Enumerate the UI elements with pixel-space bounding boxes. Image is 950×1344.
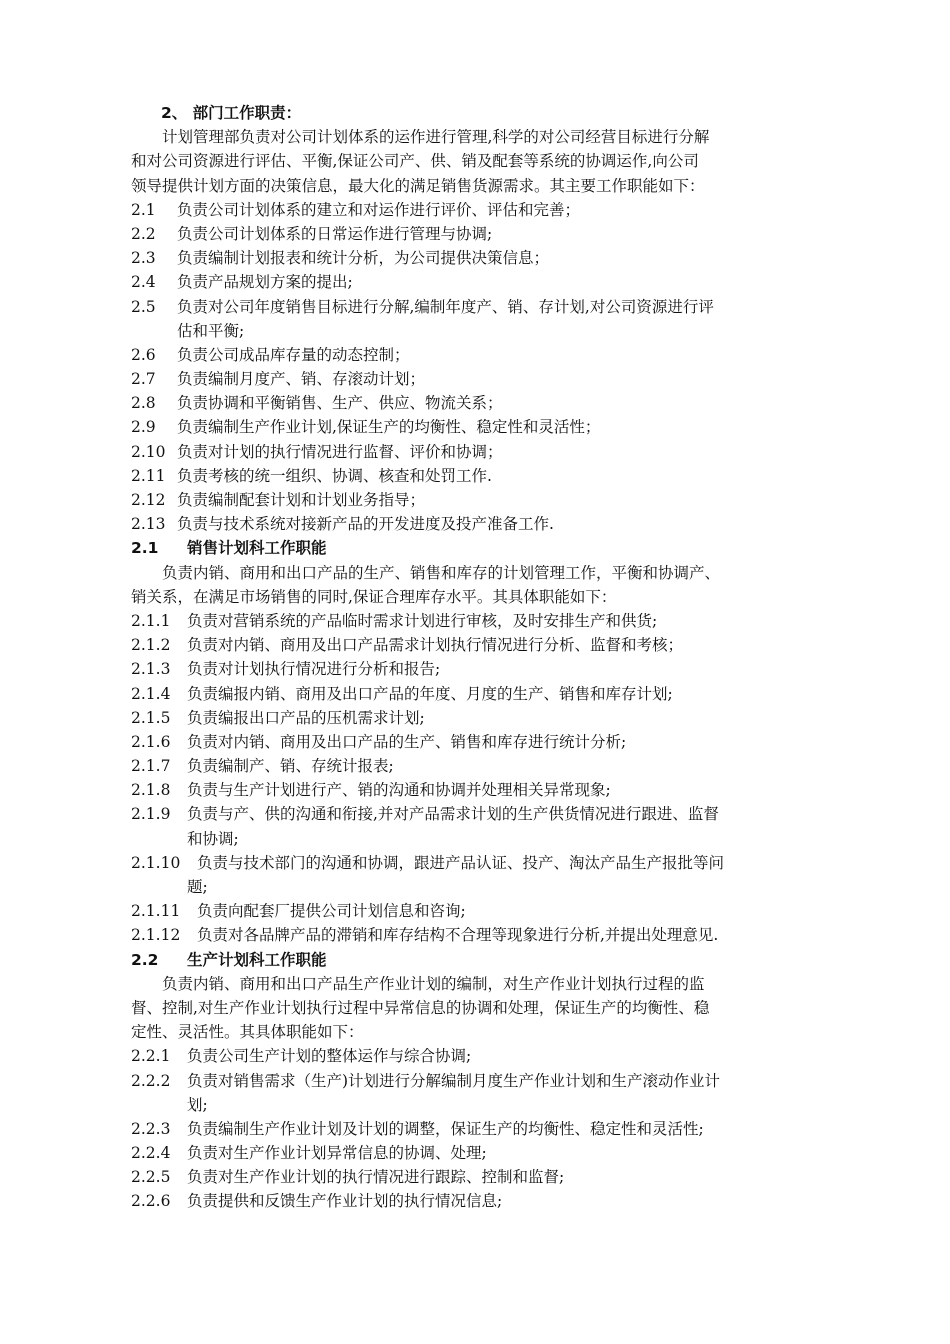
duty-item xyxy=(131,682,858,706)
item-text: 负责公司成品库存量的动态控制； xyxy=(177,345,410,364)
item-text: 负责公司计划体系的建立和对运作进行评价、评估和完善； xyxy=(177,200,581,219)
duty-item xyxy=(131,706,858,730)
item-text: 负责编制配套计划和计划业务指导； xyxy=(177,491,426,509)
item-continuation: 和协调; xyxy=(187,829,239,848)
item-text: 负责对各品牌产品的滞销和库存结构不合理等现象进行分析,并提出处理意见. xyxy=(197,926,719,945)
duty-item xyxy=(131,246,858,270)
item-text: 负责对营销系统的产品临时需求计划进行审核，及时安排生产和供货; xyxy=(187,611,658,630)
duty-item xyxy=(131,367,858,391)
item-number: 2.1.11 xyxy=(131,902,181,921)
item-text: 负责对生产作业计划的执行情况进行跟踪、控制和监督; xyxy=(187,1168,565,1187)
item-number: 2.1.3 xyxy=(131,660,171,679)
duty-item xyxy=(131,1117,858,1141)
duty-item xyxy=(131,1069,858,1093)
section-intro-line: 销关系，在满足市场销售的同时,保证合理库存水平。其具体职能如下： xyxy=(131,587,617,606)
item-text: 负责对生产作业计划异常信息的协调、处理; xyxy=(187,1144,487,1163)
duty-item xyxy=(131,851,858,875)
item-number: 2.12 xyxy=(131,491,166,509)
intro-line: 和对公司资源进行评估、平衡,保证公司产、供、销及配套等系统的协调运作,向公司 xyxy=(131,152,699,171)
duty-item xyxy=(131,1189,858,1213)
item-number: 2.1.6 xyxy=(131,732,171,751)
section-heading-sales-plan xyxy=(131,536,858,560)
item-text: 负责与技术系统对接新产品的开发进度及投产准备工作. xyxy=(177,515,554,534)
item-text: 负责对销售需求（生产)计划进行分解编制月度生产作业计划和生产滚动作业计 xyxy=(187,1071,721,1090)
item-number: 2.1.10 xyxy=(131,853,181,872)
item-number: 2.11 xyxy=(131,466,166,485)
item-text: 负责编制月度产、销、存滚动计划； xyxy=(177,370,426,389)
duty-item xyxy=(131,1165,858,1189)
duty-item xyxy=(131,440,858,464)
item-continuation: 估和平衡; xyxy=(177,321,245,340)
section-intro-line: 定性、灵活性。其具体职能如下： xyxy=(131,1023,364,1042)
item-text: 负责编报内销、商用及出口产品的年度、月度的生产、销售和库存计划; xyxy=(187,684,673,703)
item-text: 负责编制生产作业计划及计划的调整，保证生产的均衡性、稳定性和灵活性; xyxy=(187,1119,704,1138)
item-number: 2.2.5 xyxy=(131,1168,171,1187)
duty-item xyxy=(131,1141,858,1165)
item-number: 2.2 xyxy=(131,224,156,243)
duty-item xyxy=(131,512,858,536)
section-intro-line: 督、控制,对生产作业计划执行过程中异常信息的协调和处理，保证生产的均衡性、稳 xyxy=(131,998,710,1017)
duty-item xyxy=(131,609,858,633)
item-text: 负责对公司年度销售目标进行分解,编制年度产、销、存计划,对公司资源进行评 xyxy=(177,297,714,316)
duty-item xyxy=(131,633,858,657)
item-number: 2.7 xyxy=(131,370,156,389)
item-continuation: 划; xyxy=(187,1095,208,1114)
section-title: 生产计划科工作职能 xyxy=(187,950,327,969)
item-text: 负责公司生产计划的整体运作与综合协调; xyxy=(187,1047,472,1066)
duty-item xyxy=(131,415,858,439)
duty-item xyxy=(131,391,858,415)
item-number: 2.1.8 xyxy=(131,781,171,800)
section-intro-line: 负责内销、商用和出口产品的生产、销售和库存的计划管理工作，平衡和协调产、 xyxy=(162,563,721,582)
item-text: 负责向配套厂提供公司计划信息和咨询; xyxy=(197,902,466,921)
duty-item xyxy=(131,464,858,488)
item-text: 负责提供和反馈生产作业计划的执行情况信息; xyxy=(187,1192,503,1211)
item-number: 2.1.5 xyxy=(131,708,171,727)
duty-item xyxy=(131,899,858,923)
duty-item xyxy=(131,270,858,294)
item-text: 负责考核的统一组织、协调、核查和处罚工作. xyxy=(177,466,492,485)
item-text: 负责编制计划报表和统计分析，为公司提供决策信息； xyxy=(177,249,550,268)
item-number: 2.5 xyxy=(131,297,156,316)
item-text: 负责对内销、商用及出口产品的生产、销售和库存进行统计分析; xyxy=(187,732,627,751)
item-number: 2.13 xyxy=(131,515,166,534)
duty-item xyxy=(131,488,858,512)
section-heading-production-plan xyxy=(131,948,858,972)
section-title: 销售计划科工作职能 xyxy=(187,539,327,558)
item-text: 负责协调和平衡销售、生产、供应、物流关系； xyxy=(177,394,503,413)
item-text: 负责与产、供的沟通和衔接,并对产品需求计划的生产供货情况进行跟进、监督 xyxy=(187,805,719,824)
item-text: 负责与技术部门的沟通和协调，跟进产品认证、投产、淘汰产品生产报批等问 xyxy=(197,853,725,872)
item-number: 2.3 xyxy=(131,249,156,268)
item-text: 负责公司计划体系的日常运作进行管理与协调; xyxy=(177,224,493,243)
item-number: 2.2.2 xyxy=(131,1071,171,1090)
item-text: 负责编报出口产品的压机需求计划; xyxy=(187,708,425,727)
item-number: 2.8 xyxy=(131,394,156,413)
section-number: 2.2 xyxy=(131,950,159,969)
item-text: 负责编制产、销、存统计报表; xyxy=(187,757,394,776)
duty-item xyxy=(131,343,858,367)
item-number: 2.4 xyxy=(131,273,156,292)
duty-item xyxy=(131,923,858,947)
duty-item xyxy=(131,778,858,802)
duty-item xyxy=(131,730,858,754)
duty-item xyxy=(131,198,858,222)
duty-item xyxy=(131,1044,858,1068)
intro-line: 领导提供计划方面的决策信息，最大化的满足销售货源需求。其主要工作职能如下： xyxy=(131,176,705,195)
item-number: 2.1.7 xyxy=(131,757,171,776)
item-number: 2.1.9 xyxy=(131,805,171,824)
section-heading-responsibilities: 2、 部门工作职责： xyxy=(161,104,302,122)
item-text: 负责对计划的执行情况进行监督、评价和协调； xyxy=(177,442,503,461)
item-number: 2.1.4 xyxy=(131,684,171,703)
item-number: 2.2.6 xyxy=(131,1192,171,1211)
item-number: 2.1.12 xyxy=(131,926,181,945)
item-number: 2.1 xyxy=(131,200,156,219)
item-number: 2.1.2 xyxy=(131,636,171,655)
item-number: 2.2.3 xyxy=(131,1119,171,1138)
duty-item xyxy=(131,295,858,319)
item-continuation: 题; xyxy=(187,878,208,896)
item-number: 2.6 xyxy=(131,345,156,364)
item-number: 2.1.1 xyxy=(131,611,171,630)
section-intro-line: 负责内销、商用和出口产品生产作业计划的编制，对生产作业计划执行过程的监 xyxy=(162,974,705,993)
item-number: 2.2.1 xyxy=(131,1047,171,1066)
item-text: 负责与生产计划进行产、销的沟通和协调并处理相关异常现象; xyxy=(187,781,611,800)
item-number: 2.9 xyxy=(131,418,156,437)
item-text: 负责产品规划方案的提出; xyxy=(177,273,353,292)
section-number: 2.1 xyxy=(131,539,159,558)
item-text: 负责编制生产作业计划,保证生产的均衡性、稳定性和灵活性； xyxy=(177,418,601,437)
item-text: 负责对计划执行情况进行分析和报告; xyxy=(187,660,441,679)
item-number: 2.10 xyxy=(131,442,166,461)
duty-item xyxy=(131,657,858,681)
duty-item xyxy=(131,754,858,778)
item-number: 2.2.4 xyxy=(131,1144,171,1163)
intro-line: 计划管理部负责对公司计划体系的运作进行管理,科学的对公司经营目标进行分解 xyxy=(162,128,710,147)
duty-item xyxy=(131,222,858,246)
duty-item xyxy=(131,802,858,826)
item-text: 负责对内销、商用及出口产品需求计划执行情况进行分析、监督和考核； xyxy=(187,636,684,655)
